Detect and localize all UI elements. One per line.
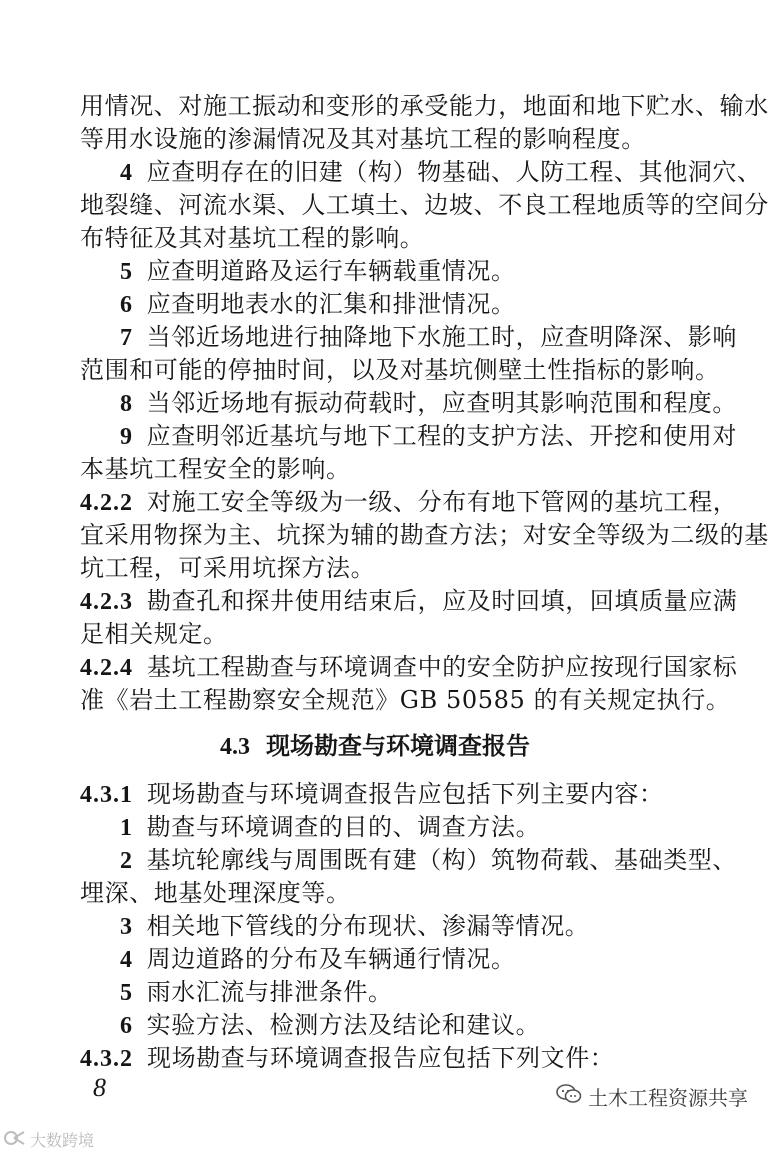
list-item bbox=[120, 156, 762, 189]
text-line: 足相关规定。 bbox=[80, 620, 228, 648]
list-item bbox=[120, 943, 692, 976]
list-item bbox=[120, 255, 692, 288]
text-line: 准《岩土工程勘察安全规范》GB 50585 的有关规定执行。 bbox=[80, 686, 731, 714]
item-text: 应查明存在的旧建（构）物基础、人防工程、其他洞穴、 bbox=[146, 158, 762, 186]
item-number: 5 bbox=[120, 980, 133, 1006]
item-text: 当邻近场地有振动荷载时，应查明其影响范围和程度。 bbox=[146, 389, 738, 417]
text-line: 等用水设施的渗漏情况及其对基坑工程的影响程度。 bbox=[80, 125, 646, 153]
section-title: 现场勘查与环境调查报告 bbox=[266, 732, 530, 760]
item-text: 当邻近场地进行抽降地下水施工时，应查明降深、影响 bbox=[146, 323, 738, 351]
list-item bbox=[120, 811, 692, 844]
clause-number: 4.3.2 bbox=[80, 1046, 133, 1072]
clause bbox=[80, 585, 738, 618]
item-number: 1 bbox=[120, 815, 133, 841]
item-number: 7 bbox=[120, 325, 133, 351]
item-number: 6 bbox=[120, 292, 133, 318]
item-text: 周边道路的分布及车辆通行情况。 bbox=[146, 945, 516, 973]
clause-number: 4.2.4 bbox=[80, 655, 133, 681]
clause-text: 对施工安全等级为一级、分布有地下管网的基坑工程， bbox=[147, 488, 738, 516]
text-line: 埋深、地基处理深度等。 bbox=[80, 879, 351, 907]
text-line: 布特征及其对基坑工程的影响。 bbox=[80, 224, 425, 252]
text-line: 坑工程，可采用坑探方法。 bbox=[80, 554, 376, 582]
item-number: 4 bbox=[120, 160, 133, 186]
item-text: 相关地下管线的分布现状、渗漏等情况。 bbox=[146, 912, 590, 940]
clause bbox=[80, 1042, 692, 1075]
wechat-icon bbox=[556, 1083, 582, 1110]
item-number: 5 bbox=[120, 259, 133, 285]
item-text: 应查明地表水的汇集和排泄情况。 bbox=[146, 290, 516, 318]
item-number: 4 bbox=[120, 947, 133, 973]
section-number: 4.3 bbox=[220, 734, 250, 760]
clause-number: 4.3.1 bbox=[80, 782, 133, 808]
clause bbox=[80, 486, 738, 519]
item-text: 基坑轮廓线与周围既有建（构）筑物荷载、基础类型、 bbox=[146, 846, 738, 874]
clause-text: 勘查孔和探井使用结束后，应及时回填，回填质量应满 bbox=[147, 587, 738, 615]
section-heading bbox=[0, 730, 750, 763]
item-number: 9 bbox=[120, 424, 133, 450]
item-text: 勘查与环境调查的目的、调查方法。 bbox=[146, 813, 541, 841]
watermark-left bbox=[4, 1128, 94, 1151]
item-number: 3 bbox=[120, 914, 133, 940]
list-item bbox=[120, 844, 738, 877]
watermark-left-text: 大数跨境 bbox=[30, 1131, 95, 1150]
page-number: 8 bbox=[93, 1073, 106, 1102]
list-item bbox=[120, 288, 692, 321]
text-line: 宜采用物探为主、坑探为辅的勘查方法；对安全等级为二级的基 bbox=[80, 521, 769, 549]
clause bbox=[80, 651, 738, 684]
list-item bbox=[120, 321, 738, 354]
watermark-right-text: 土木工程资源共享 bbox=[588, 1086, 748, 1110]
clause-text: 现场勘查与环境调查报告应包括下列文件： bbox=[147, 1044, 615, 1072]
item-text: 应查明邻近基坑与地下工程的支护方法、开挖和使用对 bbox=[146, 422, 738, 450]
clause-number: 4.2.3 bbox=[80, 589, 133, 615]
list-item bbox=[120, 1009, 692, 1042]
item-text: 应查明道路及运行车辆载重情况。 bbox=[146, 257, 516, 285]
item-number: 8 bbox=[120, 391, 133, 417]
item-text: 实验方法、检测方法及结论和建议。 bbox=[146, 1011, 541, 1039]
item-number: 2 bbox=[120, 848, 133, 874]
text-line: 本基坑工程安全的影响。 bbox=[80, 455, 351, 483]
text-line: 用情况、对施工振动和变形的承受能力，地面和地下贮水、输水 bbox=[80, 92, 769, 120]
text-line: 地裂缝、河流水渠、人工填土、边坡、不良工程地质等的空间分 bbox=[80, 191, 769, 219]
clause bbox=[80, 778, 692, 811]
item-number: 6 bbox=[120, 1013, 133, 1039]
clause-text: 现场勘查与环境调查报告应包括下列主要内容： bbox=[147, 780, 664, 808]
text-line: 范围和可能的停抽时间，以及对基坑侧壁土性指标的影响。 bbox=[80, 356, 720, 384]
watermark-right bbox=[556, 1082, 748, 1111]
list-item bbox=[120, 420, 738, 453]
list-item bbox=[120, 976, 692, 1009]
clause-number: 4.2.2 bbox=[80, 490, 133, 516]
watermark-logo-icon bbox=[4, 1129, 26, 1151]
list-item bbox=[120, 910, 692, 943]
item-text: 雨水汇流与排泄条件。 bbox=[146, 978, 393, 1006]
list-item bbox=[120, 387, 738, 420]
clause-text: 基坑工程勘查与环境调查中的安全防护应按现行国家标 bbox=[147, 653, 738, 681]
